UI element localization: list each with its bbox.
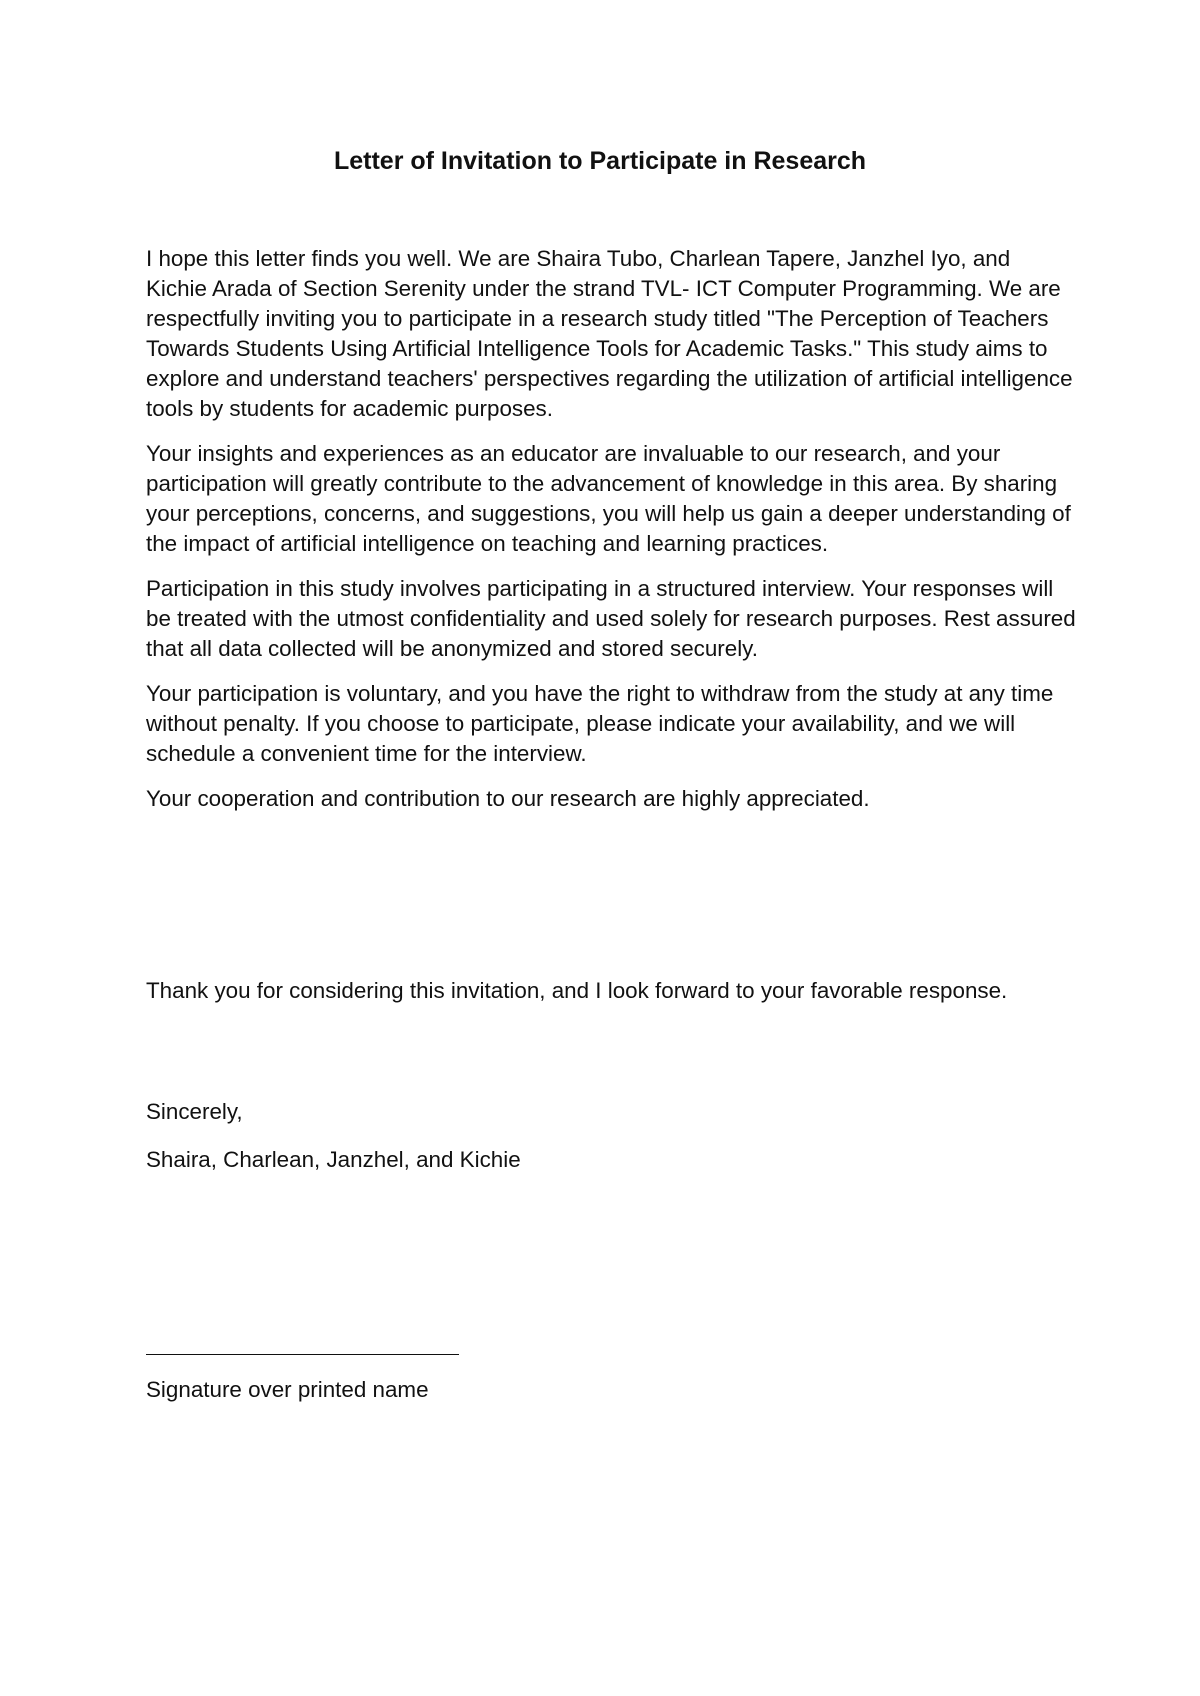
signature-caption: Signature over printed name: [146, 1377, 429, 1402]
paragraph-voluntary-participation: Your participation is voluntary, and you have the right to withdraw from the study at any time without penalty. If you choose to participate, please indicate your availability, and we will schedule a convenient time for the interview.: [146, 681, 1054, 766]
paragraph-appreciation: Your cooperation and contribution to our research are highly appreciated.: [146, 786, 870, 811]
sign-off-block: [146, 1097, 1076, 1190]
sign-off: Sincerely,: [146, 1099, 243, 1124]
letter-title: Letter of Invitation to Participate in Research: [333, 147, 867, 175]
closing-paragraph: Thank you for considering this invitation, and I look forward to your favorable response.: [146, 978, 1008, 1003]
signatories: Shaira, Charlean, Janzhel, and Kichie: [146, 1147, 521, 1172]
paragraph-interview-details: Participation in this study involves participating in a structured interview. Your responses will be treated with the utmost confidentiality and used solely for research purposes. Rest assured that all data collected will be anonymized and stored securely.: [146, 576, 1076, 661]
signature-line: [146, 1354, 459, 1355]
paragraph-value-of-participation: Your insights and experiences as an educator are invaluable to our research, and your participation will greatly contribute to the advancement of knowledge in this area. By sharing your perceptions, concerns, and suggestions, you will help us gain a deeper understanding of the impact of artificial intelligence on teaching and learning practices.: [146, 441, 1071, 556]
letter-body: [146, 244, 1076, 829]
paragraph-introduction: I hope this letter finds you well. We are Shaira Tubo, Charlean Tapere, Janzhel Iyo, and Kichie Arada of Section Serenity under the strand TVL- ICT Computer Programming. We are respectfully inviting you to participate in a research study titled "The Perception of Teachers Towards Students Using Artificial Intelligence Tools for Academic Tasks." This study aims to explore and understand teachers' perspectives regarding the utilization of artificial intelligence tools by students for academic purposes.: [146, 246, 1073, 421]
